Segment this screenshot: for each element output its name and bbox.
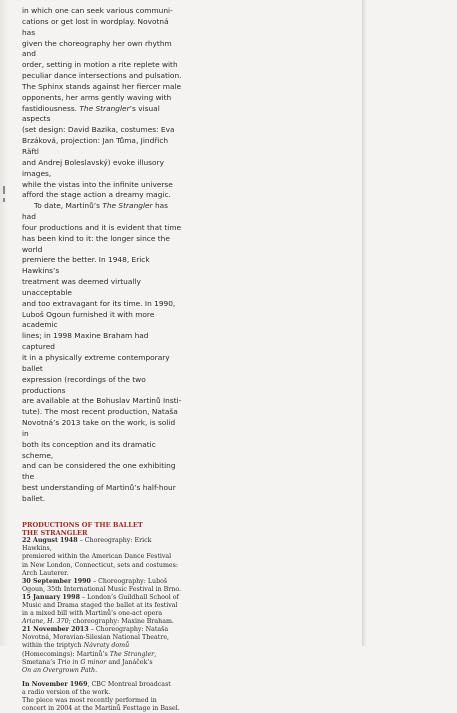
production-entry: 21 November 2013 – Choreography: Nataša Novotná, Moravian-Silesian National Theatre, within the triptych Návraty domů (Homecomings): Martinů’s The Strangler, Smetana’s Trio in G minor and Janáček’s On an Overgrown Path. bbox=[22, 626, 170, 674]
productions-heading-line: THE STRANGLER bbox=[22, 529, 88, 538]
italic-run: Návraty domů bbox=[83, 642, 130, 650]
page-gutter-shadow bbox=[363, 0, 367, 646]
paragraph: in which one can seek various communi- cations or get lost in wordplay. Novotná has given the choreography her own rhythm and order, setting in motion a rite replete with peculiar dance intersections and pulsation. The Sphinx stands against her fiercer male opponents, her arms gently waving with fastidiousness. The Strangler’s visual aspects (set design: David Bazika, costumes: Eva Brzáková, projection: Jan Tůma, Jindřich Räftl and Andrej Boleslavský) evoke illusory images, while the vistas into the infinite universe afford the stage action a dreamy magic. bbox=[22, 6, 182, 200]
broadcast-note: In November 1969, CBC Montreal broadcast a radio version of the work. The piece was most recently performed in concert in 2004 at the Martinů Festtage in Basel. bbox=[22, 680, 180, 713]
italic-run: Ariane, H. 370 bbox=[22, 618, 69, 626]
bold-run: In November 1969 bbox=[22, 680, 88, 688]
italic-run: The Strangler bbox=[109, 650, 155, 658]
paragraph: To date, Martinů’s The Strangler has had four productions and it is evident that time has been kind to it: the longer since the world premiere the better. In 1948, Erick Hawkins’s treatment was deemed virtually unacceptable and too extravagant for its time. In 1990, Luboš Ogoun furnished it with more academic lines; in 1998 Maxine Braham had captured it in a physically extreme contemporary ballet expression (recordings of the two productions are available at the Bohuslav Martinů Insti- tute). The most recent production, Nataša Novotná’s 2013 take on the work, is solid in both its conception and its dramatic scheme, and can be considered the one exhibiting the best understanding of Martinů’s half-hour ballet. bbox=[22, 201, 182, 503]
italic-run: The Strangler bbox=[102, 201, 153, 211]
page-left-edge bbox=[0, 0, 8, 646]
productions-heading bbox=[22, 521, 182, 537]
italic-run: The Strangler bbox=[79, 103, 130, 113]
binding-mark bbox=[3, 198, 5, 202]
bold-run: 22 August 1948 bbox=[22, 537, 78, 545]
italic-run: On an Overgrown Path bbox=[22, 666, 96, 674]
bold-run: 15 January 1998 bbox=[22, 593, 80, 601]
production-entry: 30 September 1990 – Choreography: Luboš Ogoun, 35th International Music Festival in Brno. bbox=[22, 577, 182, 593]
binding-mark bbox=[3, 186, 5, 194]
article-body bbox=[22, 6, 182, 505]
productions-box bbox=[22, 521, 182, 713]
production-entry: 15 January 1998 – London’s Guildhall School of Music and Drama staged the ballet at its festival in a mixed bill with Martinů’s one-act opera Ariane, H. 370; choreography: Maxine Braham. bbox=[22, 593, 179, 626]
bold-run: 30 September 1990 bbox=[22, 577, 91, 585]
production-entry: 22 August 1948 – Choreography: Erick Hawkins, premiered within the American Dance Festival in New London, Connecticut, sets and costumes: Arch Lauterer. bbox=[22, 537, 178, 577]
italic-run: Trio in G minor bbox=[57, 658, 107, 666]
text-column bbox=[22, 6, 182, 713]
bold-run: 21 November 2013 bbox=[22, 626, 89, 634]
productions-heading-line: PRODUCTIONS OF THE BALLET bbox=[22, 520, 143, 529]
